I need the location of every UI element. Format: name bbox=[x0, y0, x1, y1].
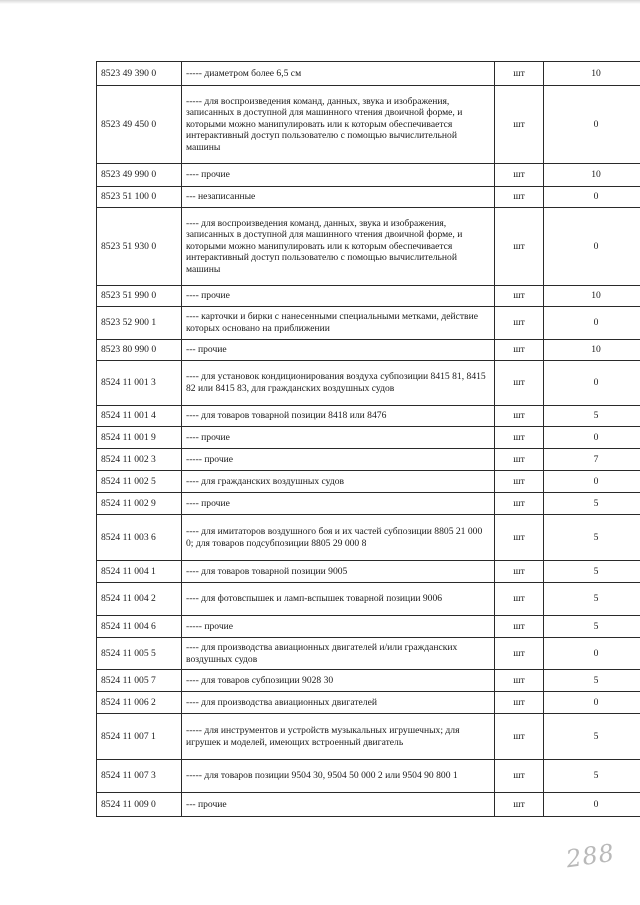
code-cell: 8523 49 450 0 bbox=[97, 86, 182, 164]
code-cell: 8524 11 003 6 bbox=[97, 515, 182, 561]
code-cell: 8523 51 100 0 bbox=[97, 187, 182, 208]
unit-cell: шт bbox=[495, 583, 544, 616]
table-row bbox=[97, 187, 640, 208]
rate-cell: 0 bbox=[544, 427, 640, 449]
table-row bbox=[97, 561, 640, 583]
code-cell: 8524 11 007 3 bbox=[97, 760, 182, 793]
table-row bbox=[97, 515, 640, 561]
description-cell: ---- прочие bbox=[182, 164, 495, 187]
rate-cell: 0 bbox=[544, 793, 640, 817]
description-cell: ----- диаметром более 6,5 см bbox=[182, 62, 495, 86]
code-cell: 8524 11 006 2 bbox=[97, 692, 182, 714]
rate-cell: 0 bbox=[544, 208, 640, 286]
unit-cell: шт bbox=[495, 692, 544, 714]
code-cell: 8524 11 005 7 bbox=[97, 670, 182, 692]
rate-cell: 10 bbox=[544, 340, 640, 361]
description-cell: ---- для имитаторов воздушного боя и их частей субпозиции 8805 21 000 0; для товаров подсубпозиции 8805 29 000 8 bbox=[182, 515, 495, 561]
description-cell: ---- для установок кондиционирования воздуха субпозиции 8415 81, 8415 82 или 8415 83, для гражданских воздушных судов bbox=[182, 361, 495, 406]
table-row bbox=[97, 670, 640, 692]
unit-cell: шт bbox=[495, 307, 544, 340]
code-cell: 8524 11 002 3 bbox=[97, 449, 182, 471]
rate-cell: 0 bbox=[544, 471, 640, 493]
description-cell: ----- для товаров позиции 9504 30, 9504 50 000 2 или 9504 90 800 1 bbox=[182, 760, 495, 793]
rate-cell: 0 bbox=[544, 692, 640, 714]
unit-cell: шт bbox=[495, 670, 544, 692]
code-cell: 8524 11 002 9 bbox=[97, 493, 182, 515]
rate-cell: 5 bbox=[544, 670, 640, 692]
unit-cell: шт bbox=[495, 793, 544, 817]
table-row bbox=[97, 208, 640, 286]
description-cell: ---- для производства авиационных двигателей и/или гражданских воздушных судов bbox=[182, 638, 495, 670]
table-row bbox=[97, 164, 640, 187]
page-top-edge bbox=[0, 0, 640, 4]
code-cell: 8524 11 004 1 bbox=[97, 561, 182, 583]
code-cell: 8523 49 990 0 bbox=[97, 164, 182, 187]
code-cell: 8524 11 007 1 bbox=[97, 714, 182, 760]
rate-cell: 5 bbox=[544, 583, 640, 616]
table-row bbox=[97, 760, 640, 793]
table-row bbox=[97, 406, 640, 427]
unit-cell: шт bbox=[495, 208, 544, 286]
code-cell: 8523 49 390 0 bbox=[97, 62, 182, 86]
rate-cell: 5 bbox=[544, 406, 640, 427]
table-row bbox=[97, 86, 640, 164]
tariff-table bbox=[96, 61, 640, 817]
unit-cell: шт bbox=[495, 361, 544, 406]
rate-cell: 5 bbox=[544, 616, 640, 638]
table-row bbox=[97, 361, 640, 406]
description-cell: ---- для фотовспышек и ламп-вспышек товарной позиции 9006 bbox=[182, 583, 495, 616]
description-cell: ---- карточки и бирки с нанесенными специальными метками, действие которых основано на приближении bbox=[182, 307, 495, 340]
description-cell: ---- для товаров субпозиции 9028 30 bbox=[182, 670, 495, 692]
unit-cell: шт bbox=[495, 449, 544, 471]
code-cell: 8523 51 990 0 bbox=[97, 286, 182, 307]
unit-cell: шт bbox=[495, 164, 544, 187]
unit-cell: шт bbox=[495, 493, 544, 515]
description-cell: ---- для производства авиационных двигателей bbox=[182, 692, 495, 714]
rate-cell: 5 bbox=[544, 760, 640, 793]
unit-cell: шт bbox=[495, 638, 544, 670]
rate-cell: 0 bbox=[544, 187, 640, 208]
unit-cell: шт bbox=[495, 561, 544, 583]
code-cell: 8524 11 001 9 bbox=[97, 427, 182, 449]
rate-cell: 0 bbox=[544, 307, 640, 340]
table-row bbox=[97, 583, 640, 616]
unit-cell: шт bbox=[495, 714, 544, 760]
code-cell: 8523 52 900 1 bbox=[97, 307, 182, 340]
table-row bbox=[97, 493, 640, 515]
description-cell: ----- для воспроизведения команд, данных, звука и изображения, записанных в доступной для машинного чтения двоичной форме, и которыми можно манипулировать или к которым обеспечивается интерактивный доступ пользователю с помощью вычислительной машины bbox=[182, 86, 495, 164]
description-cell: ---- для гражданских воздушных судов bbox=[182, 471, 495, 493]
unit-cell: шт bbox=[495, 62, 544, 86]
unit-cell: шт bbox=[495, 616, 544, 638]
description-cell: ---- прочие bbox=[182, 286, 495, 307]
code-cell: 8524 11 004 6 bbox=[97, 616, 182, 638]
rate-cell: 10 bbox=[544, 286, 640, 307]
rate-cell: 7 bbox=[544, 449, 640, 471]
description-cell: --- прочие bbox=[182, 340, 495, 361]
code-cell: 8523 51 930 0 bbox=[97, 208, 182, 286]
table-row bbox=[97, 427, 640, 449]
description-cell: ---- для товаров товарной позиции 8418 или 8476 bbox=[182, 406, 495, 427]
description-cell: --- незаписанные bbox=[182, 187, 495, 208]
description-cell: ----- для инструментов и устройств музыкальных игрушечных; для игрушек и моделей, имеющих встроенный двигатель bbox=[182, 714, 495, 760]
rate-cell: 10 bbox=[544, 62, 640, 86]
table-row bbox=[97, 616, 640, 638]
unit-cell: шт bbox=[495, 427, 544, 449]
rate-cell: 0 bbox=[544, 361, 640, 406]
unit-cell: шт bbox=[495, 760, 544, 793]
table-row bbox=[97, 471, 640, 493]
rate-cell: 0 bbox=[544, 638, 640, 670]
rate-cell: 0 bbox=[544, 86, 640, 164]
code-cell: 8524 11 001 3 bbox=[97, 361, 182, 406]
description-cell: ---- прочие bbox=[182, 427, 495, 449]
unit-cell: шт bbox=[495, 187, 544, 208]
unit-cell: шт bbox=[495, 286, 544, 307]
description-cell: ----- прочие bbox=[182, 616, 495, 638]
handwritten-page-number: 288 bbox=[564, 838, 617, 874]
code-cell: 8524 11 004 2 bbox=[97, 583, 182, 616]
code-cell: 8524 11 009 0 bbox=[97, 793, 182, 817]
rate-cell: 5 bbox=[544, 515, 640, 561]
description-cell: ---- для товаров товарной позиции 9005 bbox=[182, 561, 495, 583]
table-row bbox=[97, 714, 640, 760]
code-cell: 8524 11 002 5 bbox=[97, 471, 182, 493]
table-row bbox=[97, 638, 640, 670]
code-cell: 8524 11 001 4 bbox=[97, 406, 182, 427]
description-cell: --- прочие bbox=[182, 793, 495, 817]
rate-cell: 5 bbox=[544, 561, 640, 583]
table-row bbox=[97, 62, 640, 86]
unit-cell: шт bbox=[495, 86, 544, 164]
rate-cell: 10 bbox=[544, 164, 640, 187]
tariff-table-body bbox=[97, 62, 640, 817]
table-row bbox=[97, 692, 640, 714]
rate-cell: 5 bbox=[544, 493, 640, 515]
unit-cell: шт bbox=[495, 515, 544, 561]
table-row bbox=[97, 286, 640, 307]
description-cell: ---- прочие bbox=[182, 493, 495, 515]
table-row bbox=[97, 793, 640, 817]
unit-cell: шт bbox=[495, 471, 544, 493]
description-cell: ---- для воспроизведения команд, данных, звука и изображения, записанных в доступной для машинного чтения двоичной форме, и которыми можно манипулировать или к которым обеспечивается интерактивный доступ пользователю с помощью вычислительной машины bbox=[182, 208, 495, 286]
rate-cell: 5 bbox=[544, 714, 640, 760]
code-cell: 8523 80 990 0 bbox=[97, 340, 182, 361]
description-cell: ----- прочие bbox=[182, 449, 495, 471]
unit-cell: шт bbox=[495, 340, 544, 361]
table-row bbox=[97, 449, 640, 471]
code-cell: 8524 11 005 5 bbox=[97, 638, 182, 670]
unit-cell: шт bbox=[495, 406, 544, 427]
table-row bbox=[97, 307, 640, 340]
table-row bbox=[97, 340, 640, 361]
